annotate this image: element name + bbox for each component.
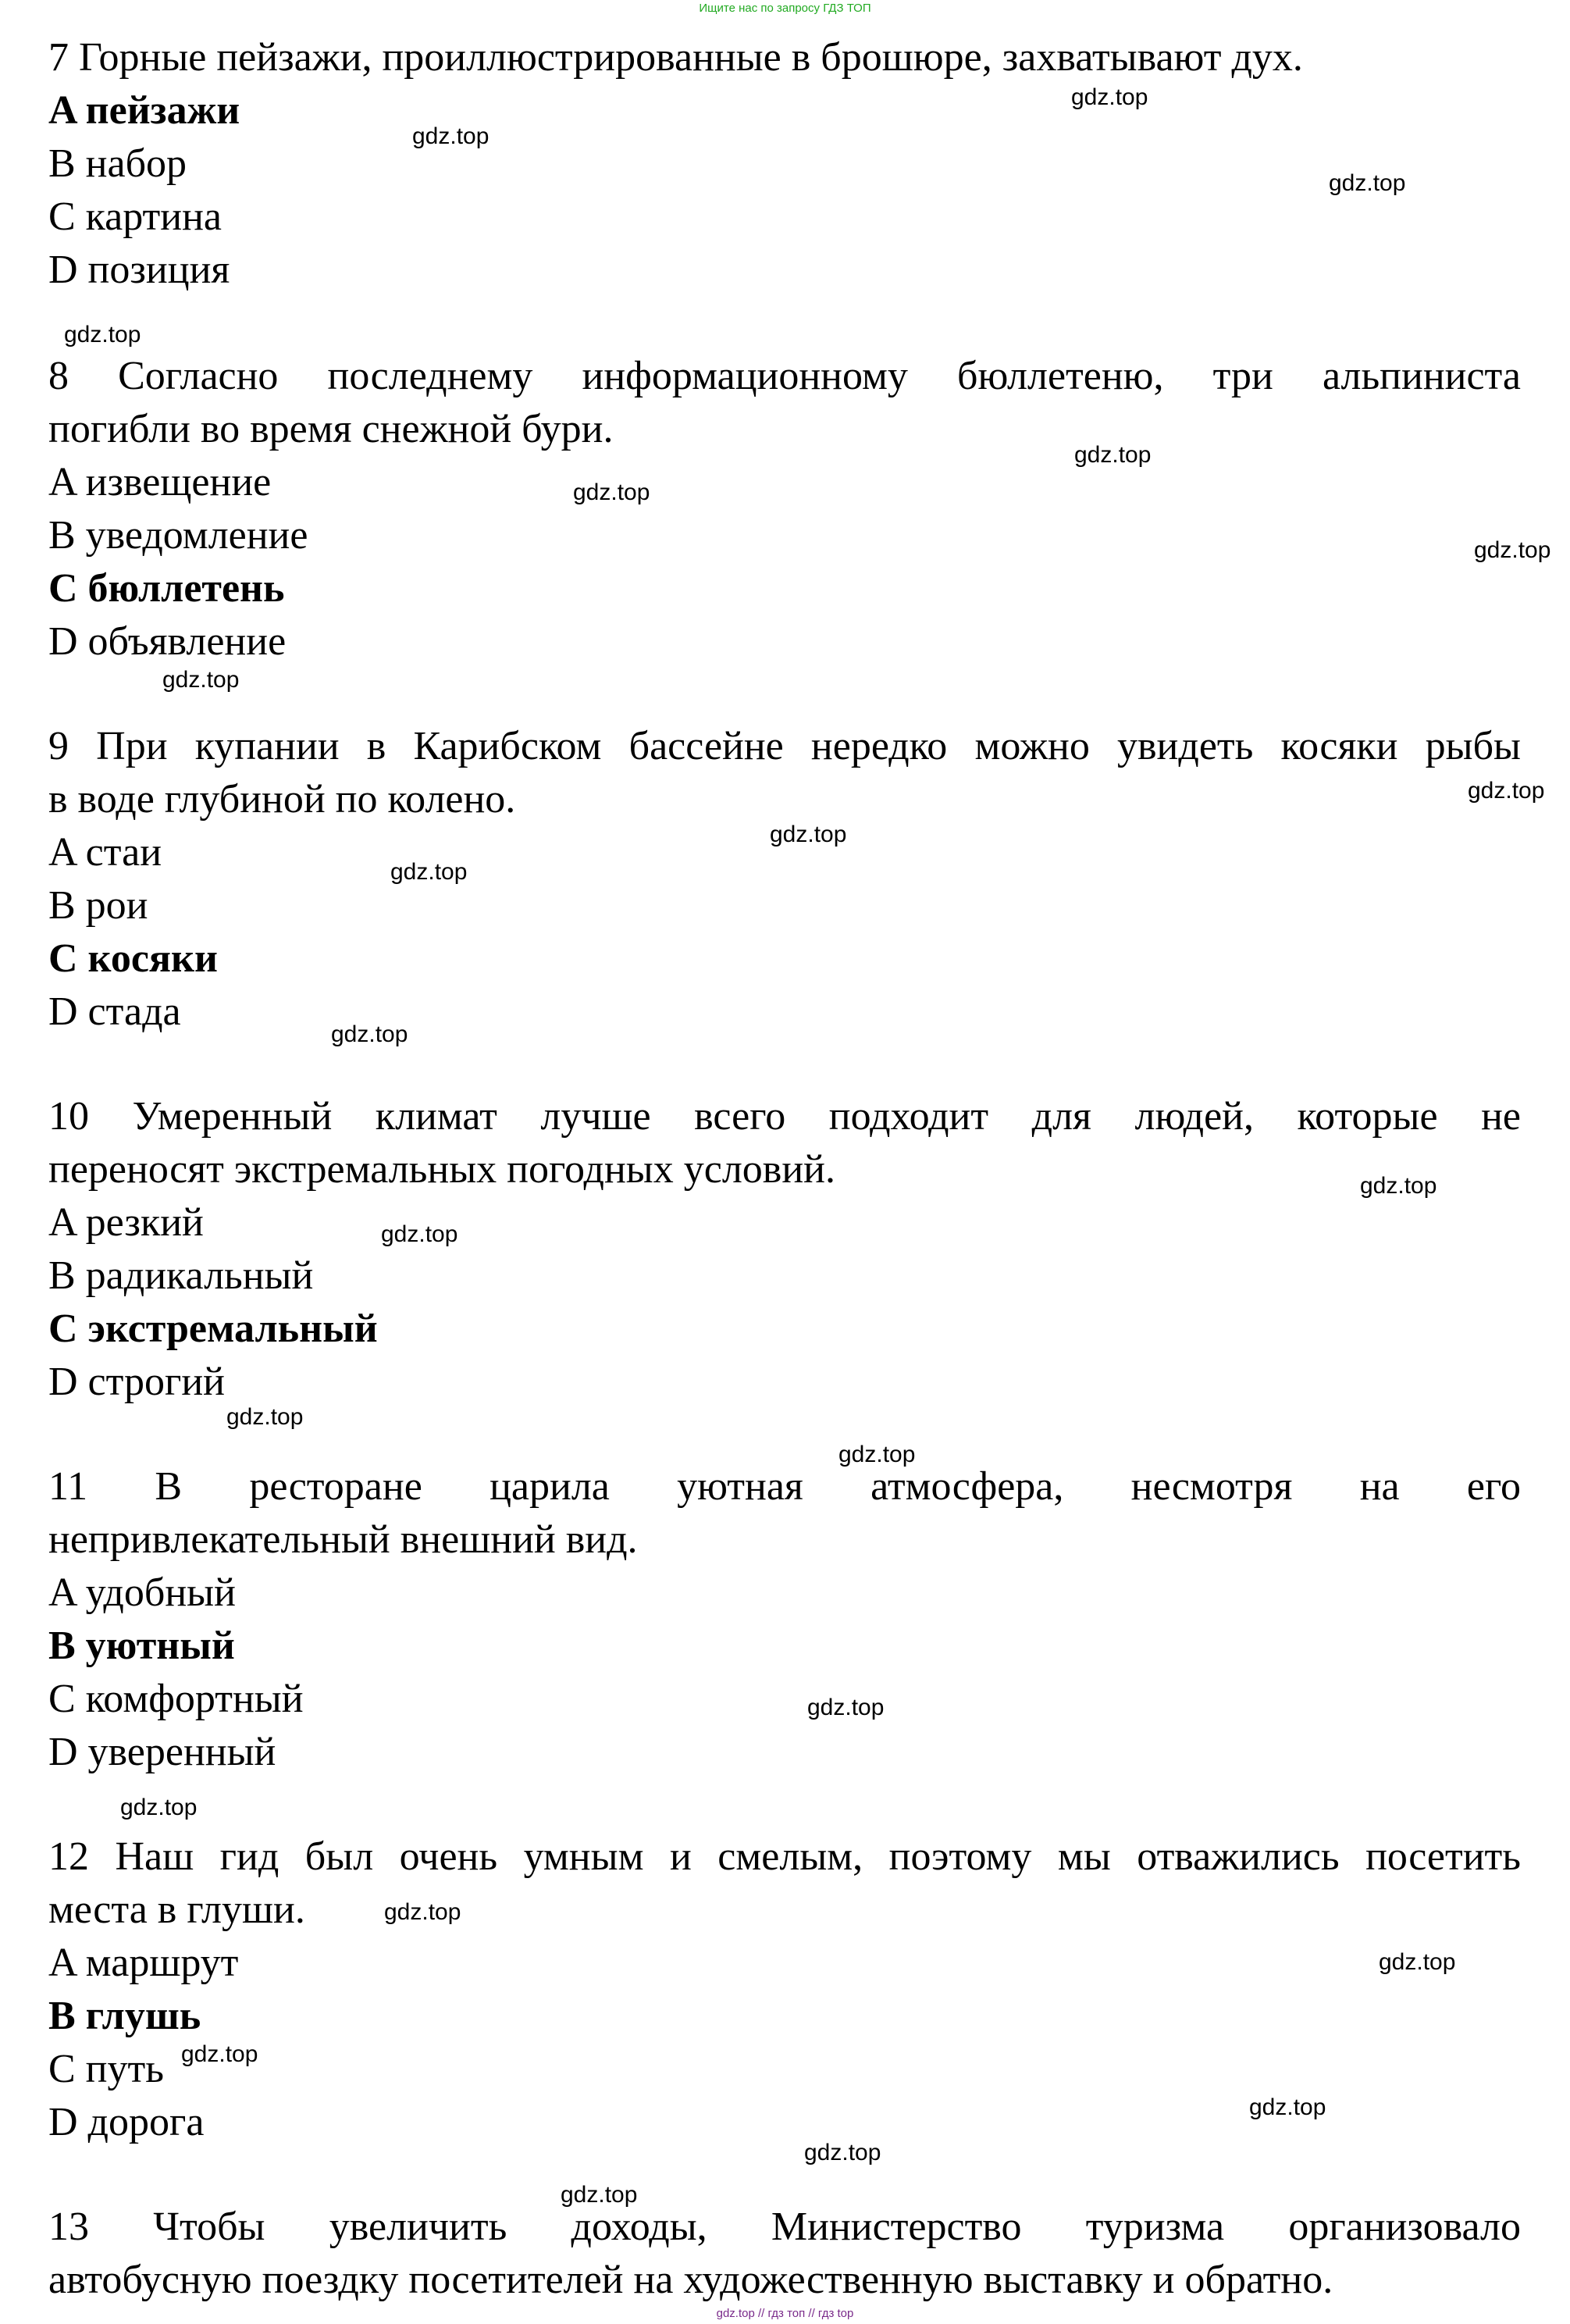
question-11-option-c: C комфортный [48, 1677, 304, 1721]
question-12-option-b: B глушь [48, 1994, 201, 2038]
watermark: gdz.top [120, 1795, 198, 1820]
question-8-text-line-2: погибли во время снежной бури. [48, 407, 614, 451]
watermark: gdz.top [384, 1899, 461, 1925]
watermark: gdz.top [804, 2140, 881, 2165]
question-10-text-line-2: переносят экстремальных погодных условий. [48, 1147, 835, 1192]
bottom-banner[interactable] [0, 2305, 1570, 2324]
watermark: gdz.top [226, 1404, 304, 1430]
question-8-option-d: D объявление [48, 619, 287, 664]
question-8-option-b: B уведомление [48, 513, 308, 558]
question-11-option-a: A удобный [48, 1570, 236, 1615]
top-banner-text[interactable]: Ищите нас по запросу ГДЗ ТОП [699, 2, 871, 15]
question-8-option-c: C бюллетень [48, 566, 285, 611]
question-11-option-b: B уютный [48, 1624, 235, 1668]
watermark: gdz.top [390, 859, 468, 885]
question-12-text-line-1: 12 Наш гид был очень умным и смелым, поэтому мы отважились посетить [48, 1834, 1521, 1879]
watermark: gdz.top [1249, 2094, 1326, 2120]
question-12-option-d: D дорога [48, 2100, 205, 2144]
watermark: gdz.top [1468, 778, 1545, 804]
question-12-option-a: A маршрут [48, 1941, 239, 1985]
watermark: gdz.top [573, 479, 650, 505]
watermark: gdz.top [770, 822, 847, 847]
watermark: gdz.top [1074, 442, 1152, 468]
question-7-option-a: A пейзажи [48, 88, 240, 133]
watermark: gdz.top [412, 123, 490, 149]
question-9-text-line-1: 9 При купании в Карибском бассейне нередко можно увидеть косяки рыбы [48, 724, 1521, 768]
watermark: gdz.top [561, 2182, 638, 2208]
question-11-option-d: D уверенный [48, 1730, 276, 1774]
watermark: gdz.top [64, 322, 141, 348]
watermark: gdz.top [331, 1021, 408, 1047]
watermark: gdz.top [1329, 170, 1406, 196]
question-11-text-line-1: 11 В ресторане царила уютная атмосфера, несмотря на его [48, 1464, 1521, 1509]
watermark: gdz.top [807, 1695, 885, 1720]
question-12-option-c: C путь [48, 2047, 164, 2091]
question-12-text-line-2: места в глуши. [48, 1887, 305, 1932]
watermark: gdz.top [1474, 537, 1551, 563]
question-9-option-a: A стаи [48, 830, 162, 875]
question-7-text: 7 Горные пейзажи, проиллюстрированные в брошюре, захватывают дух. [48, 35, 1303, 80]
question-10-option-d: D строгий [48, 1360, 225, 1404]
question-13-text-line-2: автобусную поездку посетителей на художественную выставку и обратно. [48, 2258, 1333, 2302]
watermark: gdz.top [381, 1221, 458, 1247]
question-10-option-a: A резкий [48, 1200, 204, 1245]
question-7-option-c: C картина [48, 194, 223, 239]
question-13-text-line-1: 13 Чтобы увеличить доходы, Министерство туризма организовало [48, 2205, 1521, 2249]
question-8-option-a: A извещение [48, 460, 272, 504]
top-banner[interactable] [0, 0, 1570, 19]
question-10-option-c: C экстремальный [48, 1306, 378, 1351]
question-10-text-line-1: 10 Умеренный климат лучше всего подходит для людей, которые не [48, 1094, 1521, 1139]
question-9-text-line-2: в воде глубиной по колено. [48, 777, 516, 822]
watermark: gdz.top [1379, 1949, 1456, 1975]
watermark: gdz.top [162, 667, 240, 693]
watermark: gdz.top [838, 1442, 916, 1467]
question-9-option-b: B рои [48, 883, 148, 928]
watermark: gdz.top [1360, 1173, 1437, 1199]
question-7-option-d: D позиция [48, 248, 230, 292]
question-7-option-b: B набор [48, 141, 187, 186]
question-10-option-b: B радикальный [48, 1253, 314, 1298]
bottom-banner-text[interactable]: gdz.top // гдз топ // гдз top [716, 2307, 854, 2320]
question-9-option-d: D стада [48, 989, 181, 1034]
watermark: gdz.top [181, 2041, 258, 2067]
watermark: gdz.top [1071, 84, 1148, 110]
question-9-option-c: C косяки [48, 936, 218, 981]
question-8-text-line-1: 8 Согласно последнему информационному бюллетеню, три альпиниста [48, 354, 1521, 398]
question-11-text-line-2: непривлекательный внешний вид. [48, 1517, 638, 1562]
